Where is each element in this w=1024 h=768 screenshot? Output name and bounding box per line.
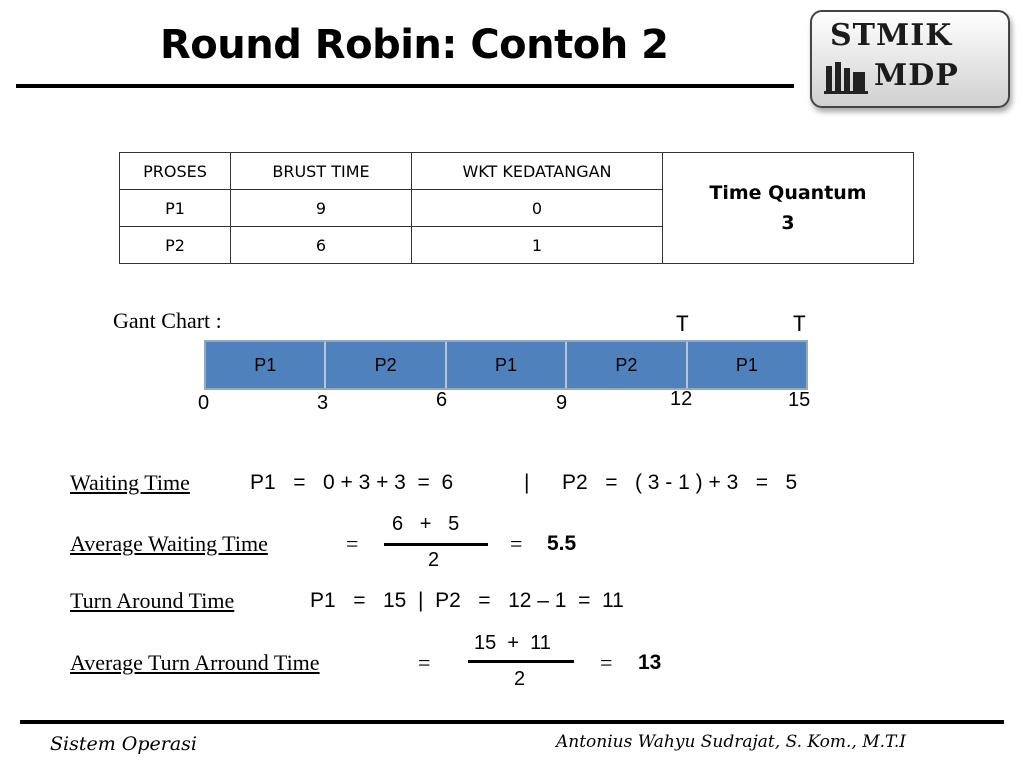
gantt-segment: P1 — [447, 342, 567, 388]
logo-line-1: STMIK — [830, 18, 953, 53]
waiting-time-separator: | — [524, 471, 530, 494]
table-header-row — [120, 153, 914, 190]
waiting-time-label: Waiting Time — [70, 470, 190, 495]
gantt-tick: 0 — [198, 392, 210, 414]
header-burst-time: BRUST TIME — [231, 153, 412, 190]
gantt-tick: 6 — [436, 389, 448, 411]
gantt-tick: 3 — [317, 392, 329, 414]
gantt-segment: P2 — [326, 342, 446, 388]
gantt-segment: P1 — [206, 342, 326, 388]
avg-turnaround-denominator: 2 — [514, 668, 526, 690]
stmik-mdp-logo — [810, 10, 1010, 108]
time-quantum-label: Time Quantum — [709, 182, 867, 204]
gantt-label: Gant Chart : — [113, 308, 222, 333]
cell-process: P1 — [120, 190, 231, 227]
avg-waiting-fraction-line — [384, 543, 488, 546]
cell-burst: 9 — [231, 190, 412, 227]
cell-arrival: 0 — [412, 190, 663, 227]
avg-waiting-numerator: 6 + 5 — [392, 513, 460, 535]
gantt-tick: 9 — [556, 392, 568, 414]
avg-waiting-equals-2: = — [510, 531, 523, 556]
header-arrival-time: WKT KEDATANGAN — [412, 153, 663, 190]
gantt-chart — [204, 340, 808, 390]
avg-turnaround-equals: = — [418, 650, 431, 675]
avg-waiting-denominator: 2 — [428, 549, 440, 571]
waiting-time-p2: P2 = ( 3 - 1 ) + 3 = 5 — [562, 471, 798, 494]
turnaround-values: P1 = 15 | P2 = 12 – 1 = 11 — [310, 589, 624, 612]
footer-course: Sistem Operasi — [50, 733, 197, 755]
gantt-marker: T — [676, 312, 689, 336]
time-quantum-value: 3 — [781, 212, 795, 234]
gantt-marker: T — [793, 312, 806, 336]
avg-turnaround-fraction-line — [468, 660, 574, 663]
avg-turnaround-result: 13 — [638, 651, 662, 674]
gantt-segment: P2 — [567, 342, 687, 388]
avg-turnaround-numerator: 15 + 11 — [474, 632, 551, 654]
title-divider — [16, 84, 794, 88]
slide-title: Round Robin: Contoh 2 — [160, 22, 669, 68]
logo-line-2: MDP — [874, 58, 959, 93]
avg-waiting-label: Average Waiting Time — [70, 531, 268, 556]
logo-bars-icon — [824, 58, 870, 94]
cell-arrival: 1 — [412, 227, 663, 264]
cell-burst: 6 — [231, 227, 412, 264]
avg-waiting-equals: = — [346, 531, 359, 556]
gantt-tick: 15 — [788, 389, 811, 411]
footer-author: Antonius Wahyu Sudrajat, S. Kom., M.T.I — [556, 732, 907, 752]
cell-process: P2 — [120, 227, 231, 264]
gantt-tick: 12 — [670, 388, 693, 410]
turnaround-label: Turn Around Time — [70, 588, 235, 613]
avg-turnaround-equals-2: = — [600, 650, 613, 675]
time-quantum-cell — [663, 153, 914, 264]
header-proses: PROSES — [120, 153, 231, 190]
avg-turnaround-label: Average Turn Arround Time — [70, 650, 320, 675]
footer-divider — [20, 720, 1004, 724]
waiting-time-p1: P1 = 0 + 3 + 3 = 6 — [250, 471, 454, 494]
gantt-segment: P1 — [735, 354, 758, 375]
process-table — [119, 152, 914, 264]
avg-waiting-result: 5.5 — [547, 532, 577, 555]
